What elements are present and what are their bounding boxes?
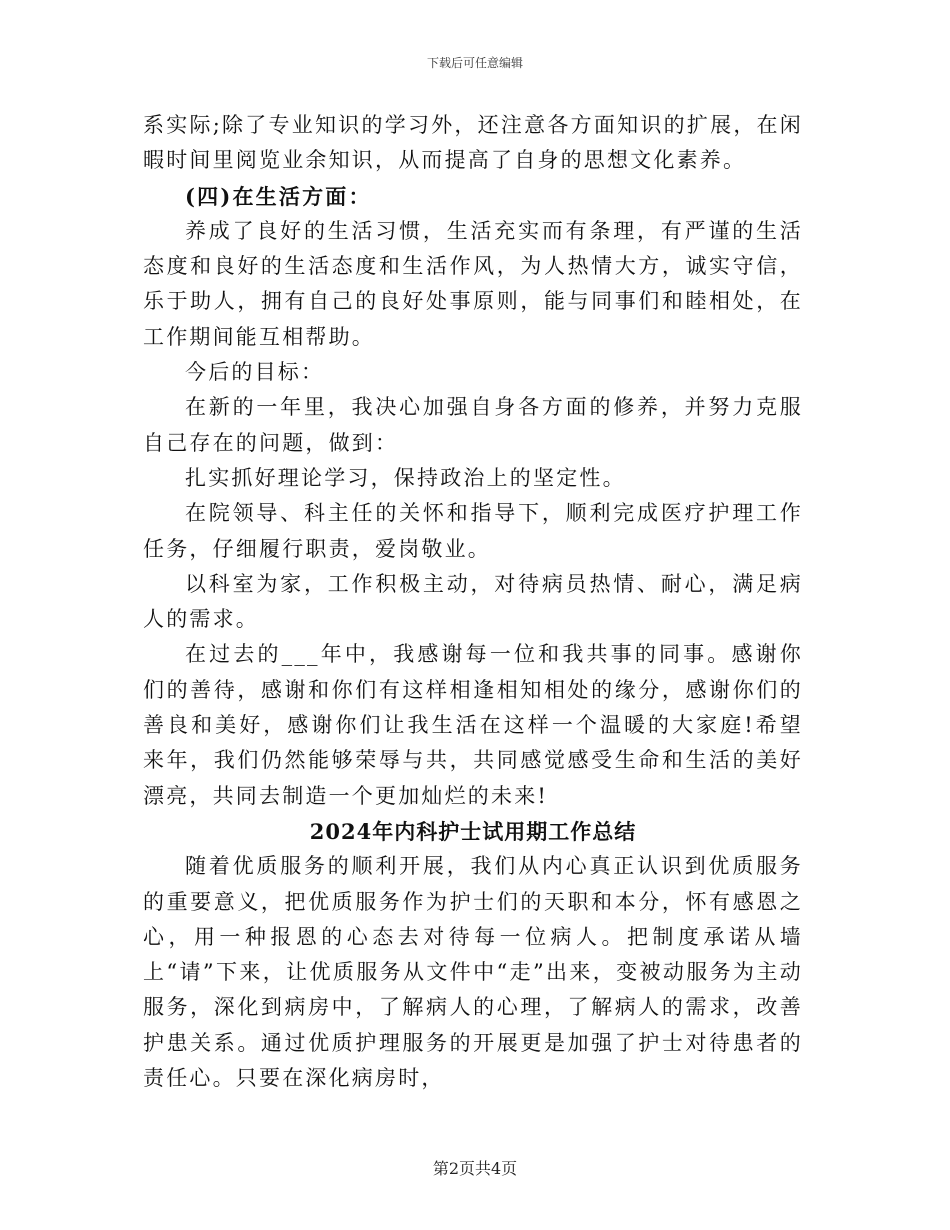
paragraph-2024-intro: 随着优质服务的顺利开展，我们从内心真正认识到优质服务的重要意义，把优质服务作为护士们的天职和本分，怀有感恩之心，用一种报恩的心态去对待每一位病人。把制度承诺从墙上“请”下来，让优质服务从文件中“走”出来，变被动服务为主动服务，深化到病房中，了解病人的心理，了解病人的需求，改善护患关系。通过优质护理服务的开展更是加强了护士对待患者的责任心。只要在深化病房时， [143, 854, 803, 1091]
paragraph-goal-3: 以科室为家，工作积极主动，对待病员热情、耐心，满足病人的需求。 [143, 571, 803, 632]
page-header-note: 下载后可任意编辑 [426, 56, 523, 70]
paragraph-life: 养成了良好的生活习惯，生活充实而有条理，有严谨的生活态度和良好的生活态度和生活作风，为人热情大方，诚实守信，乐于助人，拥有自己的良好处事原则，能与同事们和睦相处，在工作期间能互相帮助。 [143, 218, 803, 349]
paragraph-goals-intro: 在新的一年里，我决心加强自身各方面的修养，并努力克服自己存在的问题，做到： [143, 395, 803, 455]
page-footer-number: 第2页共4页 [432, 1159, 518, 1178]
section-heading-life: (四)在生活方面： [185, 183, 372, 209]
paragraph-goal-1: 扎实抓好理论学习，保持政治上的坚定性。 [185, 465, 626, 490]
paragraph-goals-label: 今后的目标： [185, 360, 325, 385]
paragraph-goal-2: 在院领导、科主任的关怀和指导下，顺利完成医疗护理工作任务，仔细履行职责，爱岗敬业。 [143, 501, 803, 561]
paragraph-thanks: 在过去的___年中，我感谢每一位和我共事的同事。感谢你们的善待，感谢和你们有这样相逢相知相处的缘分，感谢你们的善良和美好，感谢你们让我生活在这样一个温暖的大家庭!希望来年，我们仍然能够荣辱与共，共同感觉感受生命和生活的美好漂亮，共同去制造一个更加灿烂的未来! [143, 642, 803, 808]
paragraph-continued: 系实际;除了专业知识的学习外，还注意各方面知识的扩展，在闲暇时间里阅览业余知识，从而提高了自身的思想文化素养。 [143, 113, 803, 173]
document-body [143, 108, 803, 1096]
document-title-2024: 2024年内科护士试用期工作总结 [309, 818, 637, 844]
